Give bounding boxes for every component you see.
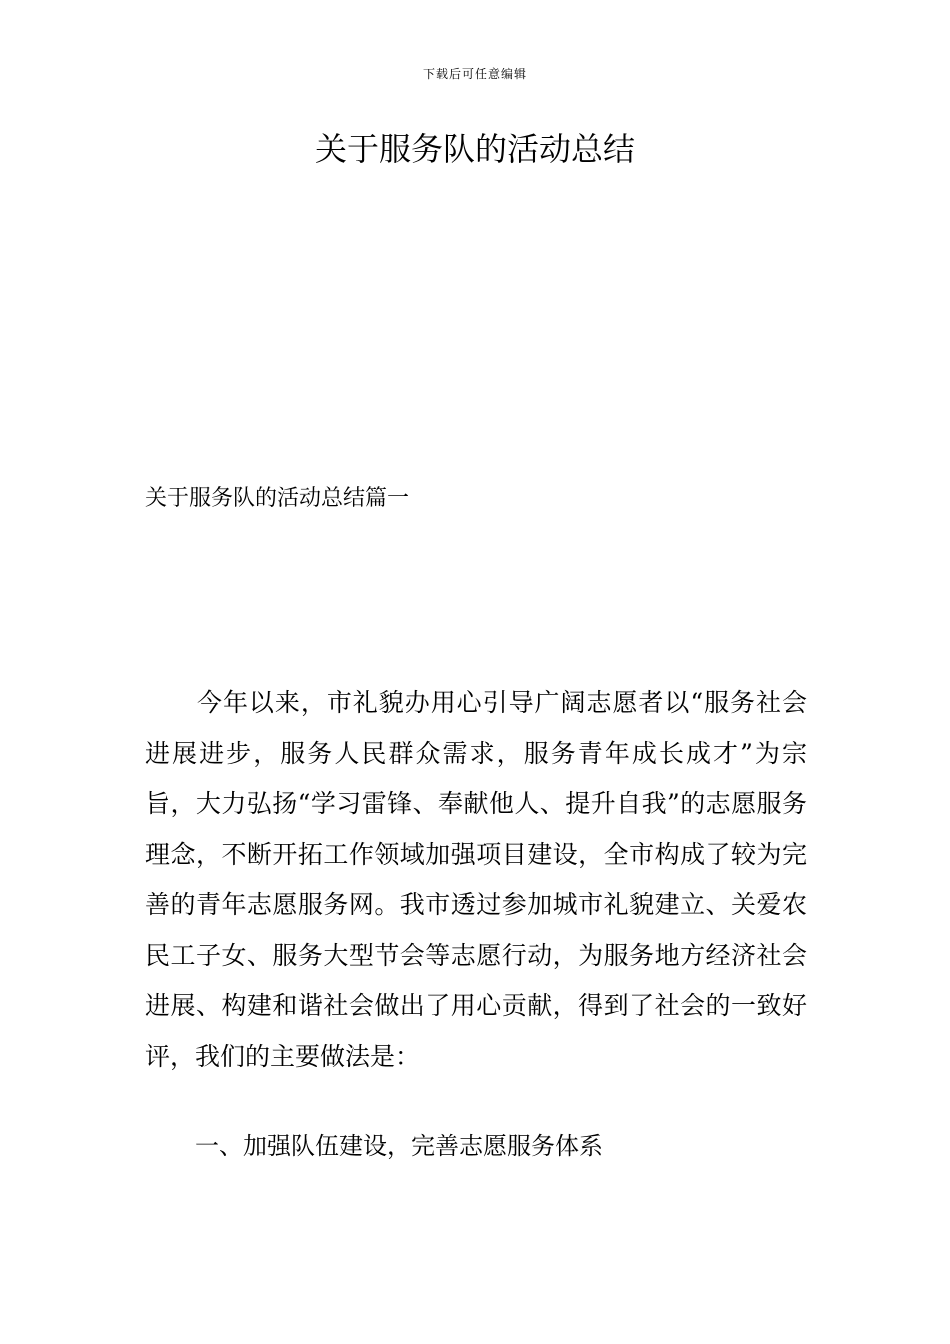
subheading: 一、加强队伍建设，完善志愿服务体系	[195, 1132, 603, 1160]
document-title: 关于服务队的活动总结	[314, 130, 635, 168]
section-heading: 关于服务队的活动总结篇一	[145, 486, 410, 511]
body-paragraph: 今年以来，市礼貌办用心引导广阔志愿者以“服务社会进展进步，服务人民群众需求，服务青年成长成才”为宗旨，大力弘扬“学习雷锋、奉献他人、提升自我”的志愿服务理念，不断开拓工作领域加强项目建设，全市构成了较为完善的青年志愿服务网。我市透过参加城市礼貌建立、关爱农民工子女、服务大型节会等志愿行动，为服务地方经济社会进展、构建和谐社会做出了用心贡献，得到了社会的一致好评，我们的主要做法是：	[145, 688, 807, 1071]
header-note: 下载后可任意编辑	[422, 67, 527, 81]
